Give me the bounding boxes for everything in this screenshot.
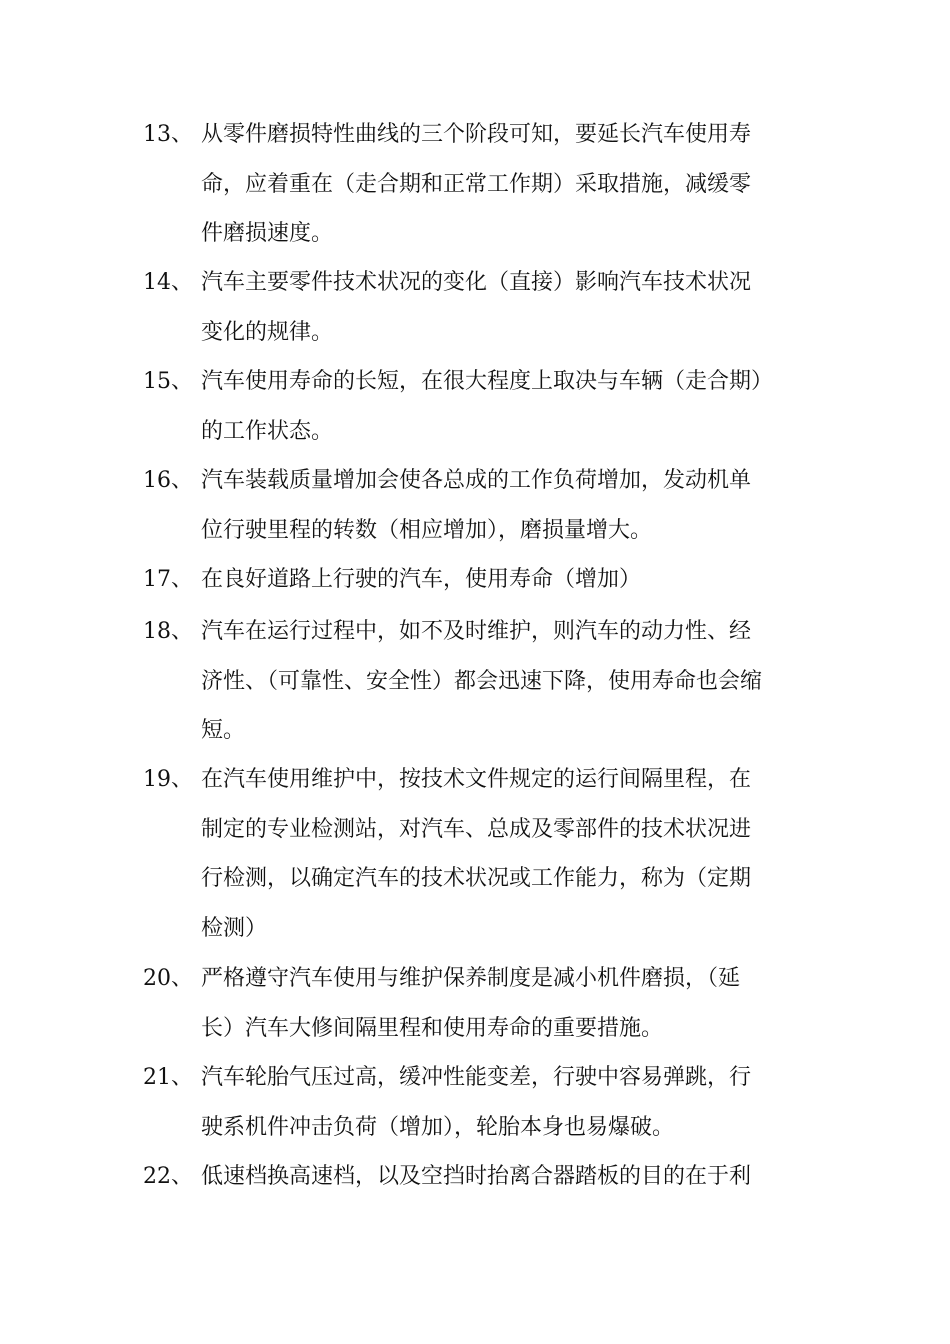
item-text	[201, 555, 813, 605]
text-line: 制定的专业检测站，对汽车、总成及零部件的技术状况进	[201, 816, 752, 842]
item-text	[201, 1053, 813, 1152]
text-line: 驶系机件冲击负荷（增加），轮胎本身也易爆破。	[201, 1114, 675, 1140]
text-line: 短。	[201, 718, 246, 743]
text-line: 行检测，以确定汽车的技术状况或工作能力，称为（定期	[201, 866, 752, 891]
item-text	[201, 456, 813, 555]
item-number: 22、	[143, 1164, 193, 1189]
item-number: 20、	[143, 966, 193, 991]
text-line: 在良好道路上行驶的汽车，使用寿命（增加）	[201, 567, 642, 592]
item-number: 21、	[143, 1065, 193, 1090]
item-number: 15、	[143, 369, 193, 394]
text-line: 汽车主要零件技术状况的变化（直接）影响汽车技术状况	[201, 270, 752, 295]
text-line: 长）汽车大修间隔里程和使用寿命的重要措施。	[201, 1015, 664, 1041]
text-line: 检测）	[201, 915, 268, 941]
text-line: 低速档换高速档，以及空挡时抬离合器踏板的目的在于利	[201, 1164, 752, 1189]
item-text	[201, 258, 813, 357]
item-text	[201, 1152, 813, 1202]
text-line: 从零件磨损特性曲线的三个阶段可知，要延长汽车使用寿	[201, 122, 752, 147]
item-number: 16、	[143, 468, 193, 493]
text-line: 命，应着重在（走合期和正常工作期）采取措施，减缓零	[201, 171, 752, 197]
item-number: 14、	[143, 270, 193, 295]
text-line: 在汽车使用维护中，按技术文件规定的运行间隔里程，在	[201, 767, 752, 792]
item-text	[201, 755, 813, 953]
item-text	[201, 607, 813, 756]
text-line: 件磨损速度。	[201, 221, 334, 246]
text-line: 汽车在运行过程中，如不及时维护，则汽车的动力性、经	[201, 619, 752, 644]
item-text	[201, 357, 813, 456]
text-line: 汽车装载质量增加会使各总成的工作负荷增加，发动机单	[201, 468, 752, 493]
item-number: 17、	[143, 567, 193, 592]
text-line: 位行驶里程的转数（相应增加），磨损量增大。	[201, 517, 653, 543]
text-line: 变化的规律。	[201, 319, 334, 345]
item-number: 18、	[143, 619, 193, 644]
item-number: 13、	[143, 122, 193, 147]
item-number: 19、	[143, 767, 193, 792]
text-line: 的工作状态。	[201, 418, 334, 444]
text-line: 严格遵守汽车使用与维护保养制度是减小机件磨损，（延	[201, 966, 741, 991]
text-line: 济性、（可靠性、安全性）都会迅速下降，使用寿命也会缩	[201, 668, 763, 694]
item-text	[201, 954, 813, 1053]
text-line: 汽车轮胎气压过高，缓冲性能变差，行驶中容易弹跳，行	[201, 1065, 752, 1090]
item-text	[201, 110, 813, 259]
text-line: 汽车使用寿命的长短，在很大程度上取决与车辆（走合期）	[201, 369, 774, 394]
